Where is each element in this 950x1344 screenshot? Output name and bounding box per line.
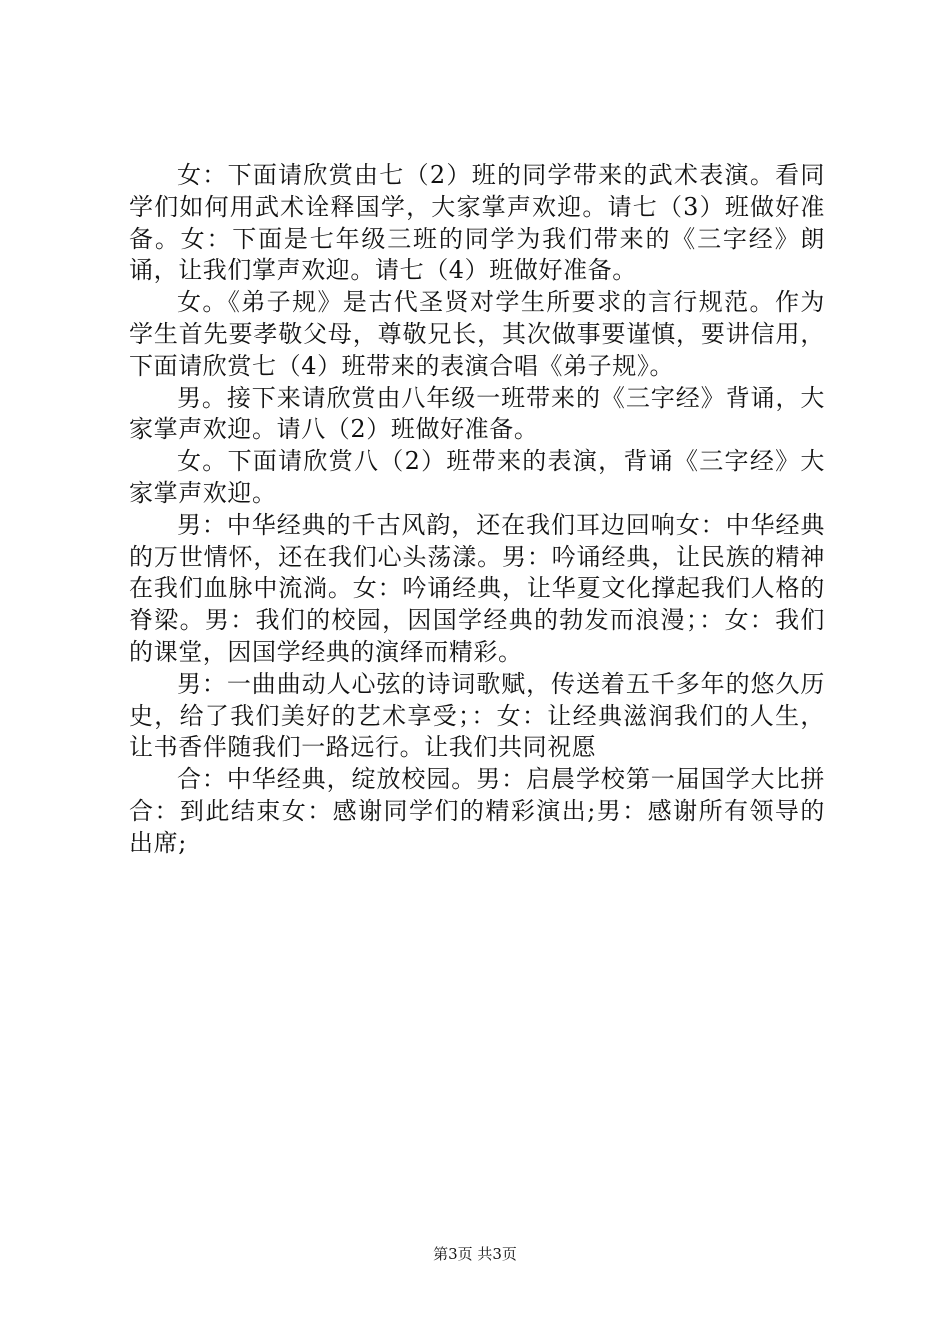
paragraph: 男。接下来请欣赏由八年级一班带来的《三字经》背诵，大家掌声欢迎。请八（2）班做好准备。 [129,383,825,444]
paragraph: 合：中华经典，绽放校园。男：启晨学校第一届国学大比拼合：到此结束女：感谢同学们的精彩演出;男：感谢所有领导的出席; [129,765,825,857]
document-body [129,160,825,860]
paragraph: 男：中华经典的千古风韵，还在我们耳边回响女：中华经典的万世情怀，还在我们心头荡漾。男：吟诵经典，让民族的精神在我们血脉中流淌。女：吟诵经典，让华夏文化撑起我们人格的脊梁。男：我们的校园，因国学经典的勃发而浪漫；：女：我们的课堂，因国学经典的演绎而精彩。 [129,510,825,666]
paragraph: 女。《弟子规》是古代圣贤对学生所要求的言行规范。作为学生首先要孝敬父母，尊敬兄长，其次做事要谨慎，要讲信用，下面请欣赏七（4）班带来的表演合唱《弟子规》。 [129,288,825,380]
paragraph: 男：一曲曲动人心弦的诗词歌赋，传送着五千多年的悠久历史，给了我们美好的艺术享受；：女：让经典滋润我们的人生，让书香伴随我们一路远行。让我们共同祝愿 [129,669,825,762]
paragraph: 女。下面请欣赏八（2）班带来的表演，背诵《三字经》大家掌声欢迎。 [129,447,825,507]
page-number-footer: 第3页 共3页 [433,1245,517,1263]
paragraph: 女：下面请欣赏由七（2）班的同学带来的武术表演。看同学们如何用武术诠释国学，大家掌声欢迎。请七（3）班做好准备。女：下面是七年级三班的同学为我们带来的《三字经》朗诵，让我们掌声欢迎。请七（4）班做好准备。 [129,161,825,285]
